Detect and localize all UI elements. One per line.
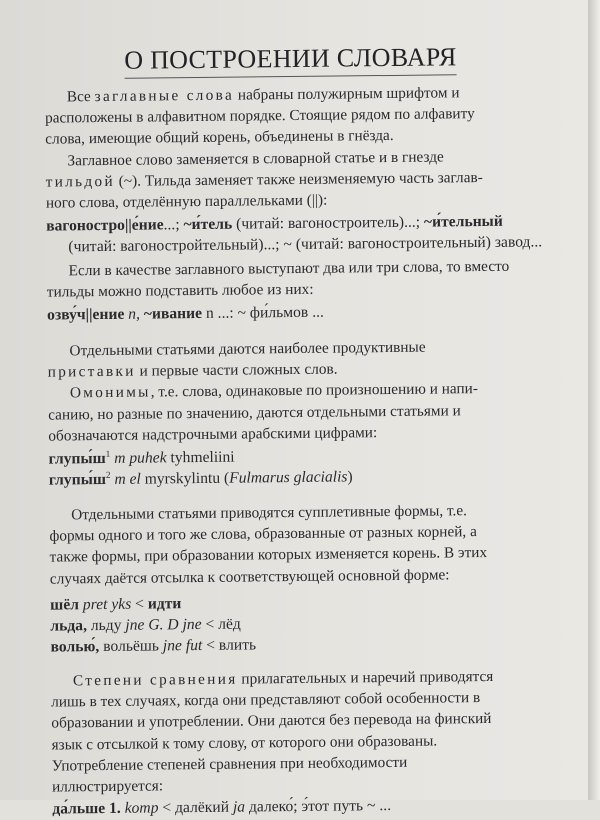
text-run: вольёшь xyxy=(99,637,163,656)
grammar-mark: komp xyxy=(120,799,159,817)
text-run: образовании и употреблении. Они даются без перевода на финский xyxy=(51,710,492,732)
text-line: ного слова, отделённую параллельками (||): xyxy=(45,192,328,212)
text-line: Отдельными статьями приводятся супплетивные формы, т.е. xyxy=(71,502,468,524)
text-line: случаях даётся отсылка к соответствующей основной форме: xyxy=(49,565,450,588)
example-homonyms xyxy=(48,443,548,491)
text-line: расположены в алфавитном порядке. Стоящие рядом по алфавиту xyxy=(44,105,475,127)
example-tilde xyxy=(46,210,546,258)
paragraph-suppletive xyxy=(49,499,550,589)
page-title-text: О ПОСТРОЕНИИ СЛОВАРЯ xyxy=(124,42,457,78)
text-line: слова, имеющие общий корень, объединены в гнёзда. xyxy=(45,127,394,148)
text-run: прилагательных и наречий приводятся xyxy=(237,667,494,688)
text-line xyxy=(52,793,552,819)
text-line: Заглавное слово заменяется в словарной статье и в гнезде xyxy=(67,148,444,170)
grammar-mark: m puhek xyxy=(110,449,167,467)
paragraph-headwords xyxy=(45,81,546,150)
text-run: (читай: вагоностроитель)...; xyxy=(232,213,425,233)
example-suppletive xyxy=(50,589,551,658)
grammar-mark: n, xyxy=(124,305,144,323)
headword: глупы́ш xyxy=(48,471,107,489)
text-line: также формы, при образовании которых изменяется корень. В этих xyxy=(49,544,488,566)
grammar-mark: jne G. D jne xyxy=(125,616,202,634)
text-run: < xyxy=(131,595,148,613)
text-run: ) xyxy=(347,468,353,486)
grammar-mark: m el xyxy=(110,470,141,489)
text-run: лишь в тех случаях, когда они представляют собой особенности в xyxy=(51,689,481,711)
headword: волью́, xyxy=(50,638,100,656)
text-run: набраны полужирным шрифтом и xyxy=(233,84,460,104)
text-line: тильды можно подставить любое из них: xyxy=(46,280,314,301)
text-line: санию, но разные по значению, даются отдельными статьями и xyxy=(48,401,461,424)
page-title xyxy=(0,41,585,77)
spaced-term: Степени сравнения xyxy=(72,670,238,690)
text-line: (читай: вагоностройтельный)...; ~ (читай: вагоностроительный) завод... xyxy=(68,233,543,256)
headword: ~и́тель xyxy=(183,215,233,234)
translation: tyhmeliini xyxy=(166,448,235,467)
text-line: Отдельными статьями даются наиболее продуктивные xyxy=(69,338,426,360)
text-run: n ...: ~ фи́льмов ... xyxy=(201,303,324,322)
spaced-term: Омонимы xyxy=(69,383,151,402)
headword: озву́ч||ение xyxy=(47,305,125,324)
homonym-number: 1 xyxy=(105,448,111,459)
spaced-term: тильдой xyxy=(45,173,115,191)
paragraph-comparison xyxy=(51,665,557,798)
paragraph-tilde xyxy=(45,145,546,214)
text-run: , т.е. слова, одинаковые по произношению и напи- xyxy=(150,380,478,401)
text-run: Употребление степеней сравнения при необходимости xyxy=(51,753,408,775)
text-line: обозначаются надстрочными арабскими цифрами: xyxy=(48,423,378,445)
headword: льда, xyxy=(50,617,88,635)
text-run: ...; xyxy=(163,216,184,234)
grammar-mark: jne fut xyxy=(162,637,203,655)
text-run: < лёд xyxy=(201,615,241,634)
example-comparison xyxy=(52,793,552,819)
text-run: < далёкий xyxy=(158,798,233,817)
text-run: иллюстрируется: xyxy=(51,777,164,796)
text-line: формы одного и того же слова, образованные от разных корней, а xyxy=(49,523,477,545)
paragraph-homonyms xyxy=(47,335,548,446)
text-run: льду xyxy=(86,616,126,635)
headword: да́льше 1. xyxy=(52,799,121,818)
text-run: < влить xyxy=(202,636,257,655)
headword: ~ивание xyxy=(143,304,203,323)
text-run: язык с отсылкой к тому слову, от которого они образованы. xyxy=(51,732,438,754)
example-multiple xyxy=(47,299,547,325)
headword: вагоностро||е́ние xyxy=(46,216,164,235)
paragraph-multiple-headwords xyxy=(47,255,547,303)
text-line: Если в качестве заглавного выступают два или три слова, то вместо xyxy=(68,257,510,280)
spaced-term: приставки xyxy=(47,362,136,381)
latin-name: Fulmarus glacialis xyxy=(229,468,348,487)
headword: идти xyxy=(147,595,182,613)
grammar-mark: ja xyxy=(232,798,246,816)
headword: глупы́ш xyxy=(48,449,106,468)
text-run: и первые части сложных слов. xyxy=(135,360,338,380)
grammar-mark: pret yks xyxy=(78,595,132,614)
headword: шёл xyxy=(50,596,80,614)
homonym-number: 2 xyxy=(105,469,111,480)
headword: ~и́тельный xyxy=(423,212,503,231)
translation: myrskylintu ( xyxy=(140,469,230,488)
spaced-term: заглавные слова xyxy=(94,86,235,106)
text-run: (~). Тильда заменяет также неизменяемую часть заглав- xyxy=(114,169,483,191)
text-run: Все xyxy=(66,88,95,106)
text-run: далеко́; э́тот путь ~ ... xyxy=(244,797,392,816)
